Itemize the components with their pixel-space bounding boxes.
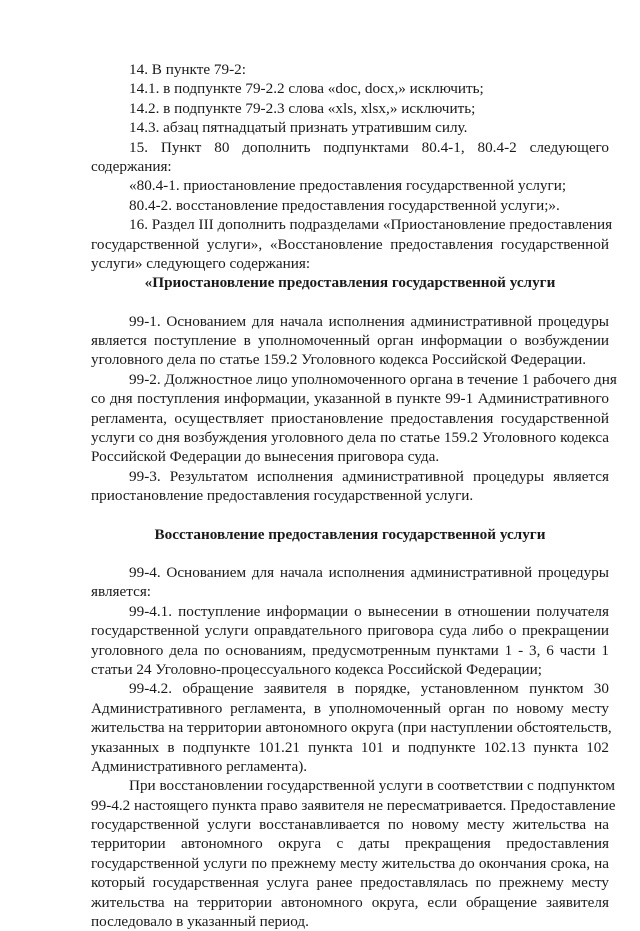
text-line: «80.4-1. приостановление предоставления государственной услуги;: [129, 177, 567, 195]
document-body: [91, 60, 617, 931]
paragraph: [91, 679, 612, 776]
text-line: 99-4.2. обращение заявителя в порядке, установленном пунктом 30: [129, 680, 609, 698]
text-line: 14.3. абзац пятнадцатый признать утратившим силу.: [129, 119, 468, 137]
text-line: Российской Федерации до вынесения приговора суда.: [91, 448, 440, 466]
section-heading: [91, 273, 609, 292]
text-line: 99-1. Основанием для начала исполнения административной процедуры: [129, 312, 609, 330]
text-line: 15. Пункт 80 дополнить подпунктами 80.4-1, 80.4-2 следующего: [129, 138, 609, 156]
section-heading: [91, 525, 609, 544]
paragraph-spacer: [91, 544, 609, 563]
heading-line: «Приостановление предоставления государственной услуги: [144, 274, 556, 292]
text-line: содержания:: [91, 157, 172, 175]
text-line: приостановление предоставления государственной услуги.: [91, 487, 474, 505]
text-line: Административного регламента, в уполномоченный орган по новому месту: [91, 699, 609, 717]
text-line: уголовного дела по основаниям, предусмотренным пунктами 1 - 3, 6 части 1: [91, 641, 609, 659]
paragraph-spacer: [91, 506, 609, 525]
text-line: уголовного дела по статье 159.2 Уголовного кодекса Российской Федерации.: [91, 351, 587, 369]
paragraph: [91, 563, 609, 602]
text-line: 16. Раздел III дополнить подразделами «Приостановление предоставления: [129, 216, 613, 234]
text-line: 14. В пункте 79-2:: [129, 61, 246, 78]
paragraph: [91, 467, 609, 506]
paragraph: [91, 118, 609, 137]
text-line: со дня поступления информации, указанной в пункте 99-1 Административного: [91, 390, 609, 408]
paragraph: [91, 312, 609, 370]
paragraph: [91, 370, 617, 467]
text-line: При восстановлении государственной услуги в соответствии с подпунктом: [129, 777, 615, 795]
paragraph-spacer: [91, 293, 609, 312]
text-line: 99-4. Основанием для начала исполнения административной процедуры: [129, 563, 609, 581]
text-line: 80.4-2. восстановление предоставления государственной услуги;».: [129, 196, 560, 214]
text-line: регламента, осуществляет приостановление предоставления государственной: [91, 409, 609, 427]
text-line: 99-2. Должностное лицо уполномоченного органа в течение 1 рабочего дня: [129, 370, 617, 388]
text-line: государственной услуги восстанавливается по новому месту жительства на: [91, 816, 609, 834]
text-line: услуги» следующего содержания:: [91, 254, 311, 272]
paragraph: [91, 176, 609, 195]
text-line: государственной услуги по прежнему месту жительства до окончания срока, на: [91, 854, 609, 872]
paragraph: [91, 79, 609, 98]
text-line: 14.1. в подпункте 79-2.2 слова «doc, docx,» исключить;: [129, 80, 484, 98]
text-line: государственной услуги», «Восстановление предоставления государственной: [91, 235, 609, 253]
paragraph: [91, 99, 609, 118]
text-line: является:: [91, 583, 152, 601]
text-line: жительства на территории автономного округа, если обращение заявителя: [91, 893, 609, 911]
text-line: территории автономного округа с даты прекращения предоставления: [91, 835, 609, 853]
paragraph: [91, 138, 609, 177]
text-line: является поступление в уполномоченный орган информации о возбуждении: [91, 332, 609, 350]
text-line: 99-4.1. поступление информации о вынесении в отношении получателя: [129, 602, 609, 620]
paragraph: [91, 215, 613, 273]
text-line: 14.2. в подпункте 79-2.3 слова «xls, xlsx,» исключить;: [129, 99, 476, 117]
paragraph: [91, 60, 609, 79]
text-line: жительства на территории автономного округа (при наступлении обстоятельств,: [91, 719, 612, 737]
paragraph: [91, 602, 609, 680]
text-line: 99-3. Результатом исполнения административной процедуры является: [129, 467, 609, 485]
text-line: государственной услуги оправдательного приговора суда либо о прекращении: [91, 622, 609, 640]
text-line: указанных в подпункте 101.21 пункта 101 и подпункте 102.13 пункта 102: [91, 738, 609, 756]
text-line: последовало в указанный период.: [91, 913, 309, 931]
heading-line: Восстановление предоставления государственной услуги: [154, 525, 546, 543]
paragraph: [91, 196, 609, 215]
text-line: статьи 24 Уголовно-процессуального кодекса Российской Федерации;: [91, 660, 543, 678]
text-line: 99-4.2 настоящего пункта право заявителя не пересматривается. Предоставление: [91, 796, 616, 814]
paragraph: [91, 776, 616, 931]
text-line: услуги со дня возбуждения уголовного дела по статье 159.2 Уголовного кодекса: [91, 429, 609, 447]
text-line: который государственная услуга ранее предоставлялась по прежнему месту: [91, 874, 609, 892]
text-line: Административного регламента).: [91, 757, 308, 775]
